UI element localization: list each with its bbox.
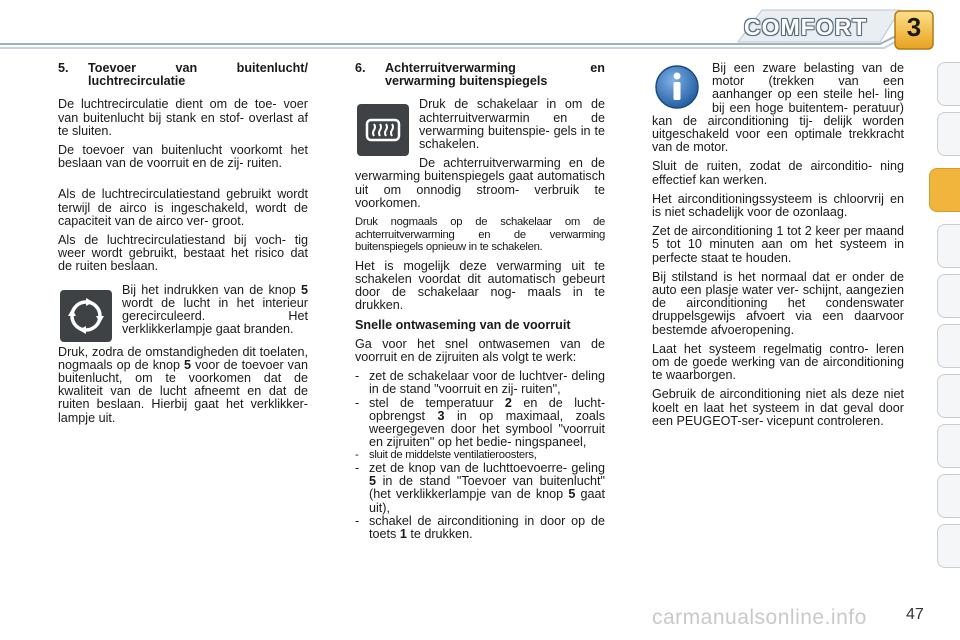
chapter-tab[interactable] [937,112,960,156]
paragraph [58,346,308,425]
chapter-tab[interactable] [937,524,960,568]
control-number: 3 [437,408,445,423]
text: voor de toevoer van buitenlucht, om te voorkomen dat de kwaliteit van de lucht afneemt en dat de ruiten beslaan. Hierbij gaat het verklikker- lampje uit. [58,357,308,425]
chapter-tabs [932,62,960,582]
heading-number: 5. [58,61,69,75]
defog-steps [355,370,605,541]
control-number: 1 [399,527,407,542]
button-number: 5 [301,282,309,297]
chapter-tab-active[interactable] [929,168,960,212]
paragraph: Als de luchtrecirculatiestand bij voch- tig weer wordt gebruikt, bestaat het risico dat de ruiten beslaan. [58,233,308,274]
paragraph: Bij een zware belasting van de motor (trekken van een aanhanger op een steile hel- ling bij een hoge buitentem- peratuur) kan de airconditioning tij- delijk worden uitgeschakeld voor een optimale trekkracht van de motor. [652,61,904,155]
text: Druk, zodra de omstandigheden dit toelaten, nogmaals op de knop [58,344,308,372]
chapter-tab[interactable] [937,274,960,318]
control-number: 2 [504,395,512,410]
watermark: carmanualsonline.info [652,606,867,629]
page-header [0,0,960,52]
chapter-tab[interactable] [937,62,960,106]
paragraph: Ga voor het snel ontwasemen van de voorruit en de zijruiten als volgt te werk: [355,336,605,365]
text: wordt de lucht in het interieur gerecirculeerd. Het verklikkerlampje gaat branden. [122,295,308,337]
button-number: 5 [184,357,192,372]
column-recirculation [58,62,308,431]
section-heading [355,62,605,88]
paragraph: Het is mogelijk deze verwarming uit te schakelen voordat dit automatisch gebeurt door de schakelaar nog- maals in te drukken. [355,258,605,313]
rear-defrost-button-icon [357,104,409,156]
heading-text: Achterruitverwarming en verwarming buitenspiegels [385,61,605,89]
list-item [355,462,605,515]
control-number: 5 [568,487,576,502]
paragraph: Sluit de ruiten, zodat de airconditio- ning effectief kan werken. [652,159,904,187]
text: zet de schakelaar voor de luchtver- deling in de stand "voorruit en zij- ruiten", [369,369,605,397]
text: schakel de airconditioning in door op de toets [369,513,605,542]
control-number: 5 [369,474,377,489]
paragraph: Zet de airconditioning 1 tot 2 keer per maand 5 tot 10 minuten aan om het systeem in perfecte staat te houden. [652,224,904,265]
section-title: COMFORT [744,14,868,40]
paragraph: Het airconditioningssysteem is chloorvrij en is niet schadelijk voor de ozonlaag. [652,191,904,220]
paragraph: Druk de schakelaar in om de achterruitverwarmin en de verwarming buitenspie- gels in te schakelen. [419,97,605,152]
chapter-number: 3 [906,12,922,42]
info-icon [654,64,700,110]
heading-text: Toevoer van buitenlucht/ luchtrecirculatie [88,61,308,89]
text: in op maximaal, zoals weergegeven door het symbool "voorruit en zijruiten" op het bedie- ningspaneel, [369,408,606,450]
paragraph: De achterruitverwarming en de verwarming buitenspiegels gaat automatisch uit om onnodig stroom- verbruik te voorkomen. [355,156,605,210]
list-item [355,370,605,396]
paragraph: Druk nogmaals op de schakelaar om de achterruitverwarming en de verwarming buitenspiegels opnieuw in te schakelen. [355,216,605,254]
paragraph: De toevoer van buitenlucht voorkomt het beslaan van de voorruit en de zij- ruiten. [58,143,308,171]
paragraph: Laat het systeem regelmatig contro- leren om de goede werking van de airconditioning te waarborgen. [652,341,904,383]
chapter-tab[interactable] [937,224,960,268]
paragraph: Als de luchtrecirculatiestand gebruikt wordt terwijl de airco is ingeschakeld, wordt de capaciteit van de airco ver- groot. [58,187,308,228]
chapter-tab[interactable] [937,374,960,418]
page-number: 47 [906,606,924,623]
text: zet de knop van de luchttoevoerre- geling [369,461,605,476]
recirculation-button-icon [60,290,112,342]
chapter-tab[interactable] [937,474,960,518]
paragraph: Gebruik de airconditioning niet als deze niet koelt en laat het systeem in dat geval door een PEUGEOT-ser- vicepunt controleren. [652,387,904,428]
text: en de lucht- opbrengst [369,395,606,423]
chapter-tab[interactable] [937,424,960,468]
list-item [355,515,605,541]
text: Bij het indrukken van de knop [122,282,296,297]
text: in de stand "Toevoer van buitenlucht" (het verklikkerlampje van de knop [369,474,606,502]
column-notes [652,62,904,434]
list-item [355,397,605,450]
section-heading [58,62,308,88]
paragraph: De luchtrecirculatie dient om de toe- voer van buitenlucht bij stank en stof- overlast af te sluiten. [58,97,308,138]
chapter-tab[interactable] [937,324,960,368]
subheading: Snelle ontwaseming van de voorruit [355,317,571,332]
heading-number: 6. [355,61,366,75]
text: te drukken. [410,527,473,542]
column-rear-window-heating [355,62,605,541]
text: sluit de middelste ventilatieroosters, [369,449,537,462]
text: stel de temperatuur [369,395,494,410]
paragraph: Bij stilstand is het normaal dat er onder de auto een plasje water ver- schijnt, aangezien de airconditioning het condenswater druppelsgewijs afvoert via een daarvoor bestemde afvoeropening. [652,269,904,337]
text: gaat uit), [369,487,606,515]
